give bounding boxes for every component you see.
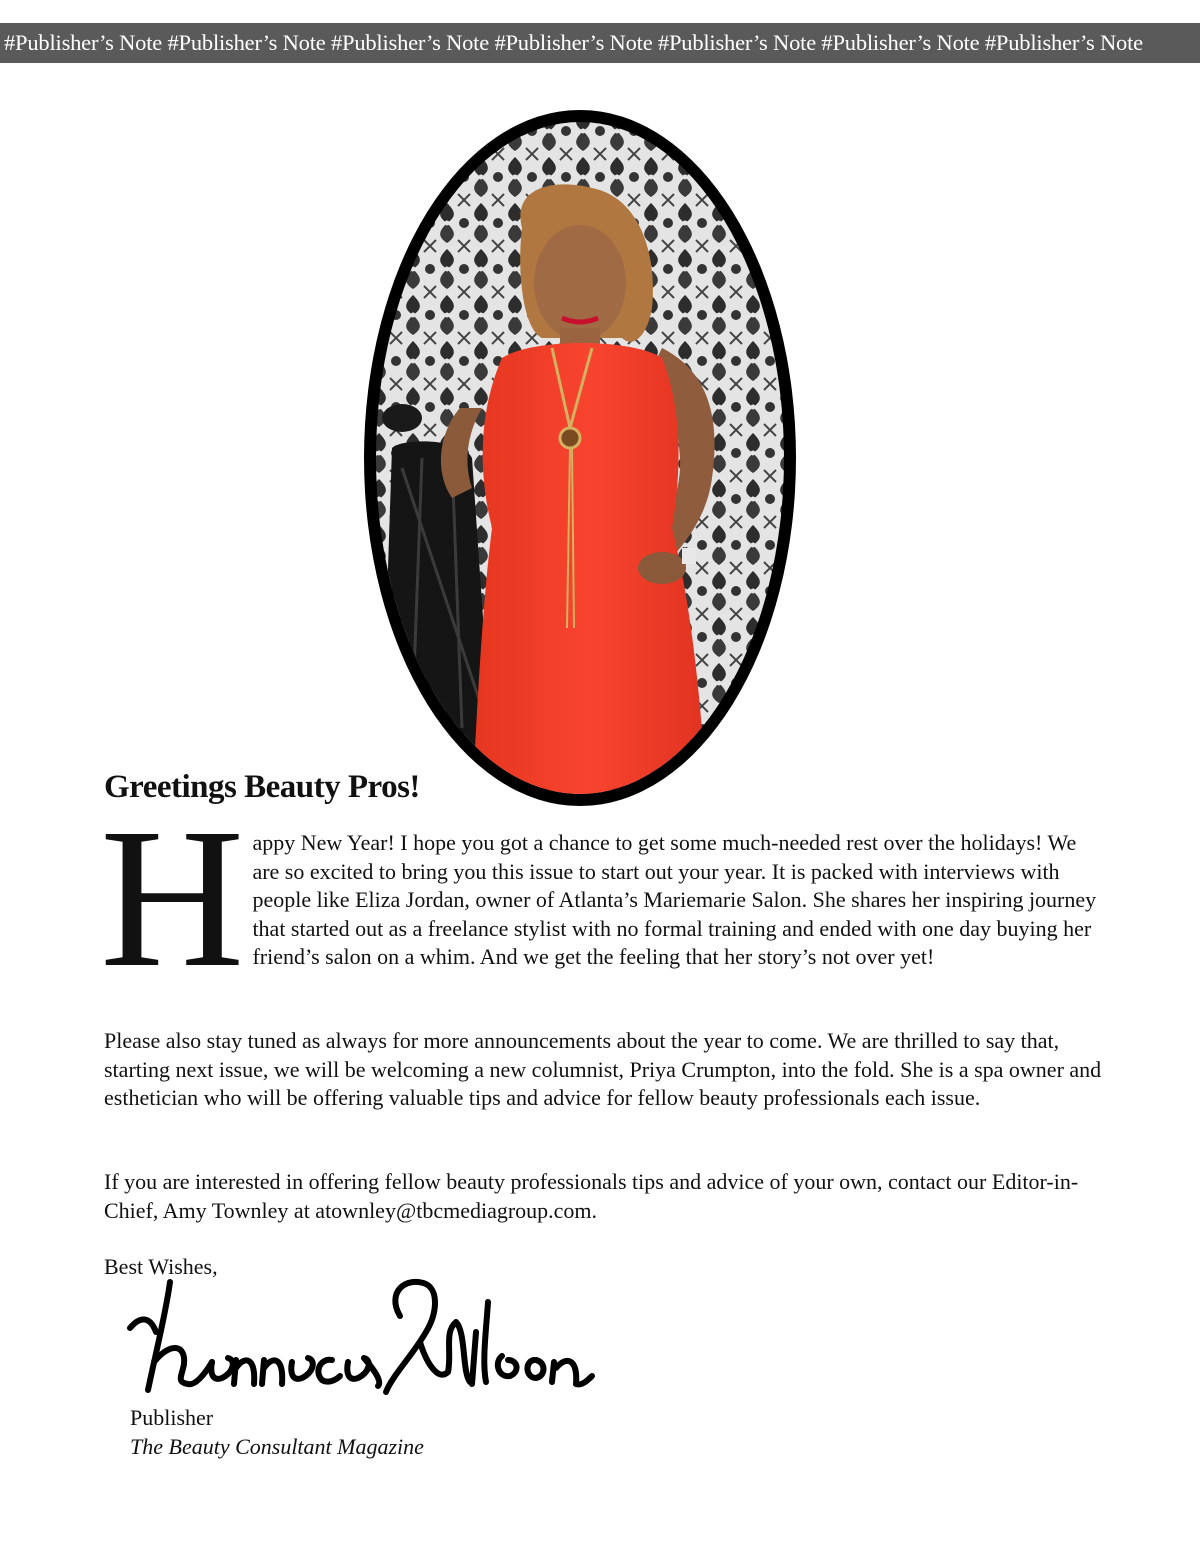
publisher-photo [362,108,798,808]
publication-name: The Beauty Consultant Magazine [130,1434,424,1459]
intro-paragraph [100,788,1104,1009]
handwritten-signature [126,1272,596,1412]
paragraph-3: If you are interested in offering fellow beauty professionals tips and advice of your own, contact our Editor-in-Chief, Amy Townley at atownley@tbcmediagroup.com. [104,1169,1079,1223]
paragraph-2: Please also stay tuned as always for more announcements about the year to come. We are thrilled to say that, starting next issue, we will be welcoming a new columnist, Priya Crumpton, into the fold. She is a spa owner and esthetician who will be offering valuable tips and advice for fellow beauty professionals each issue. [104,1028,1102,1111]
section-banner [0,23,1200,63]
banner-text: #Publisher’s Note #Publisher’s Note #Publisher’s Note #Publisher’s Note #Publisher’s Note #Publisher’s Note #Publisher’s Note [4,30,1143,55]
drop-cap: H [100,788,245,1009]
closing-line: Best Wishes, [104,1254,218,1279]
paragraph-1: appy New Year! I hope you got a chance to get some much-needed rest over the holidays! We are so excited to bring you this issue to start out your year. It is packed with interviews with people like Eliza Jordan, owner of Atlanta’s Mariemarie Salon. She shares her inspiring journey that started out as a freelance stylist with no formal training and ended with one day buying her friend’s salon on a whim. And we get the feeling that her story’s not over yet! [252,830,1097,970]
signer-title: Publisher [130,1405,214,1430]
greeting-heading: Greetings Beauty Pros! [104,769,420,805]
